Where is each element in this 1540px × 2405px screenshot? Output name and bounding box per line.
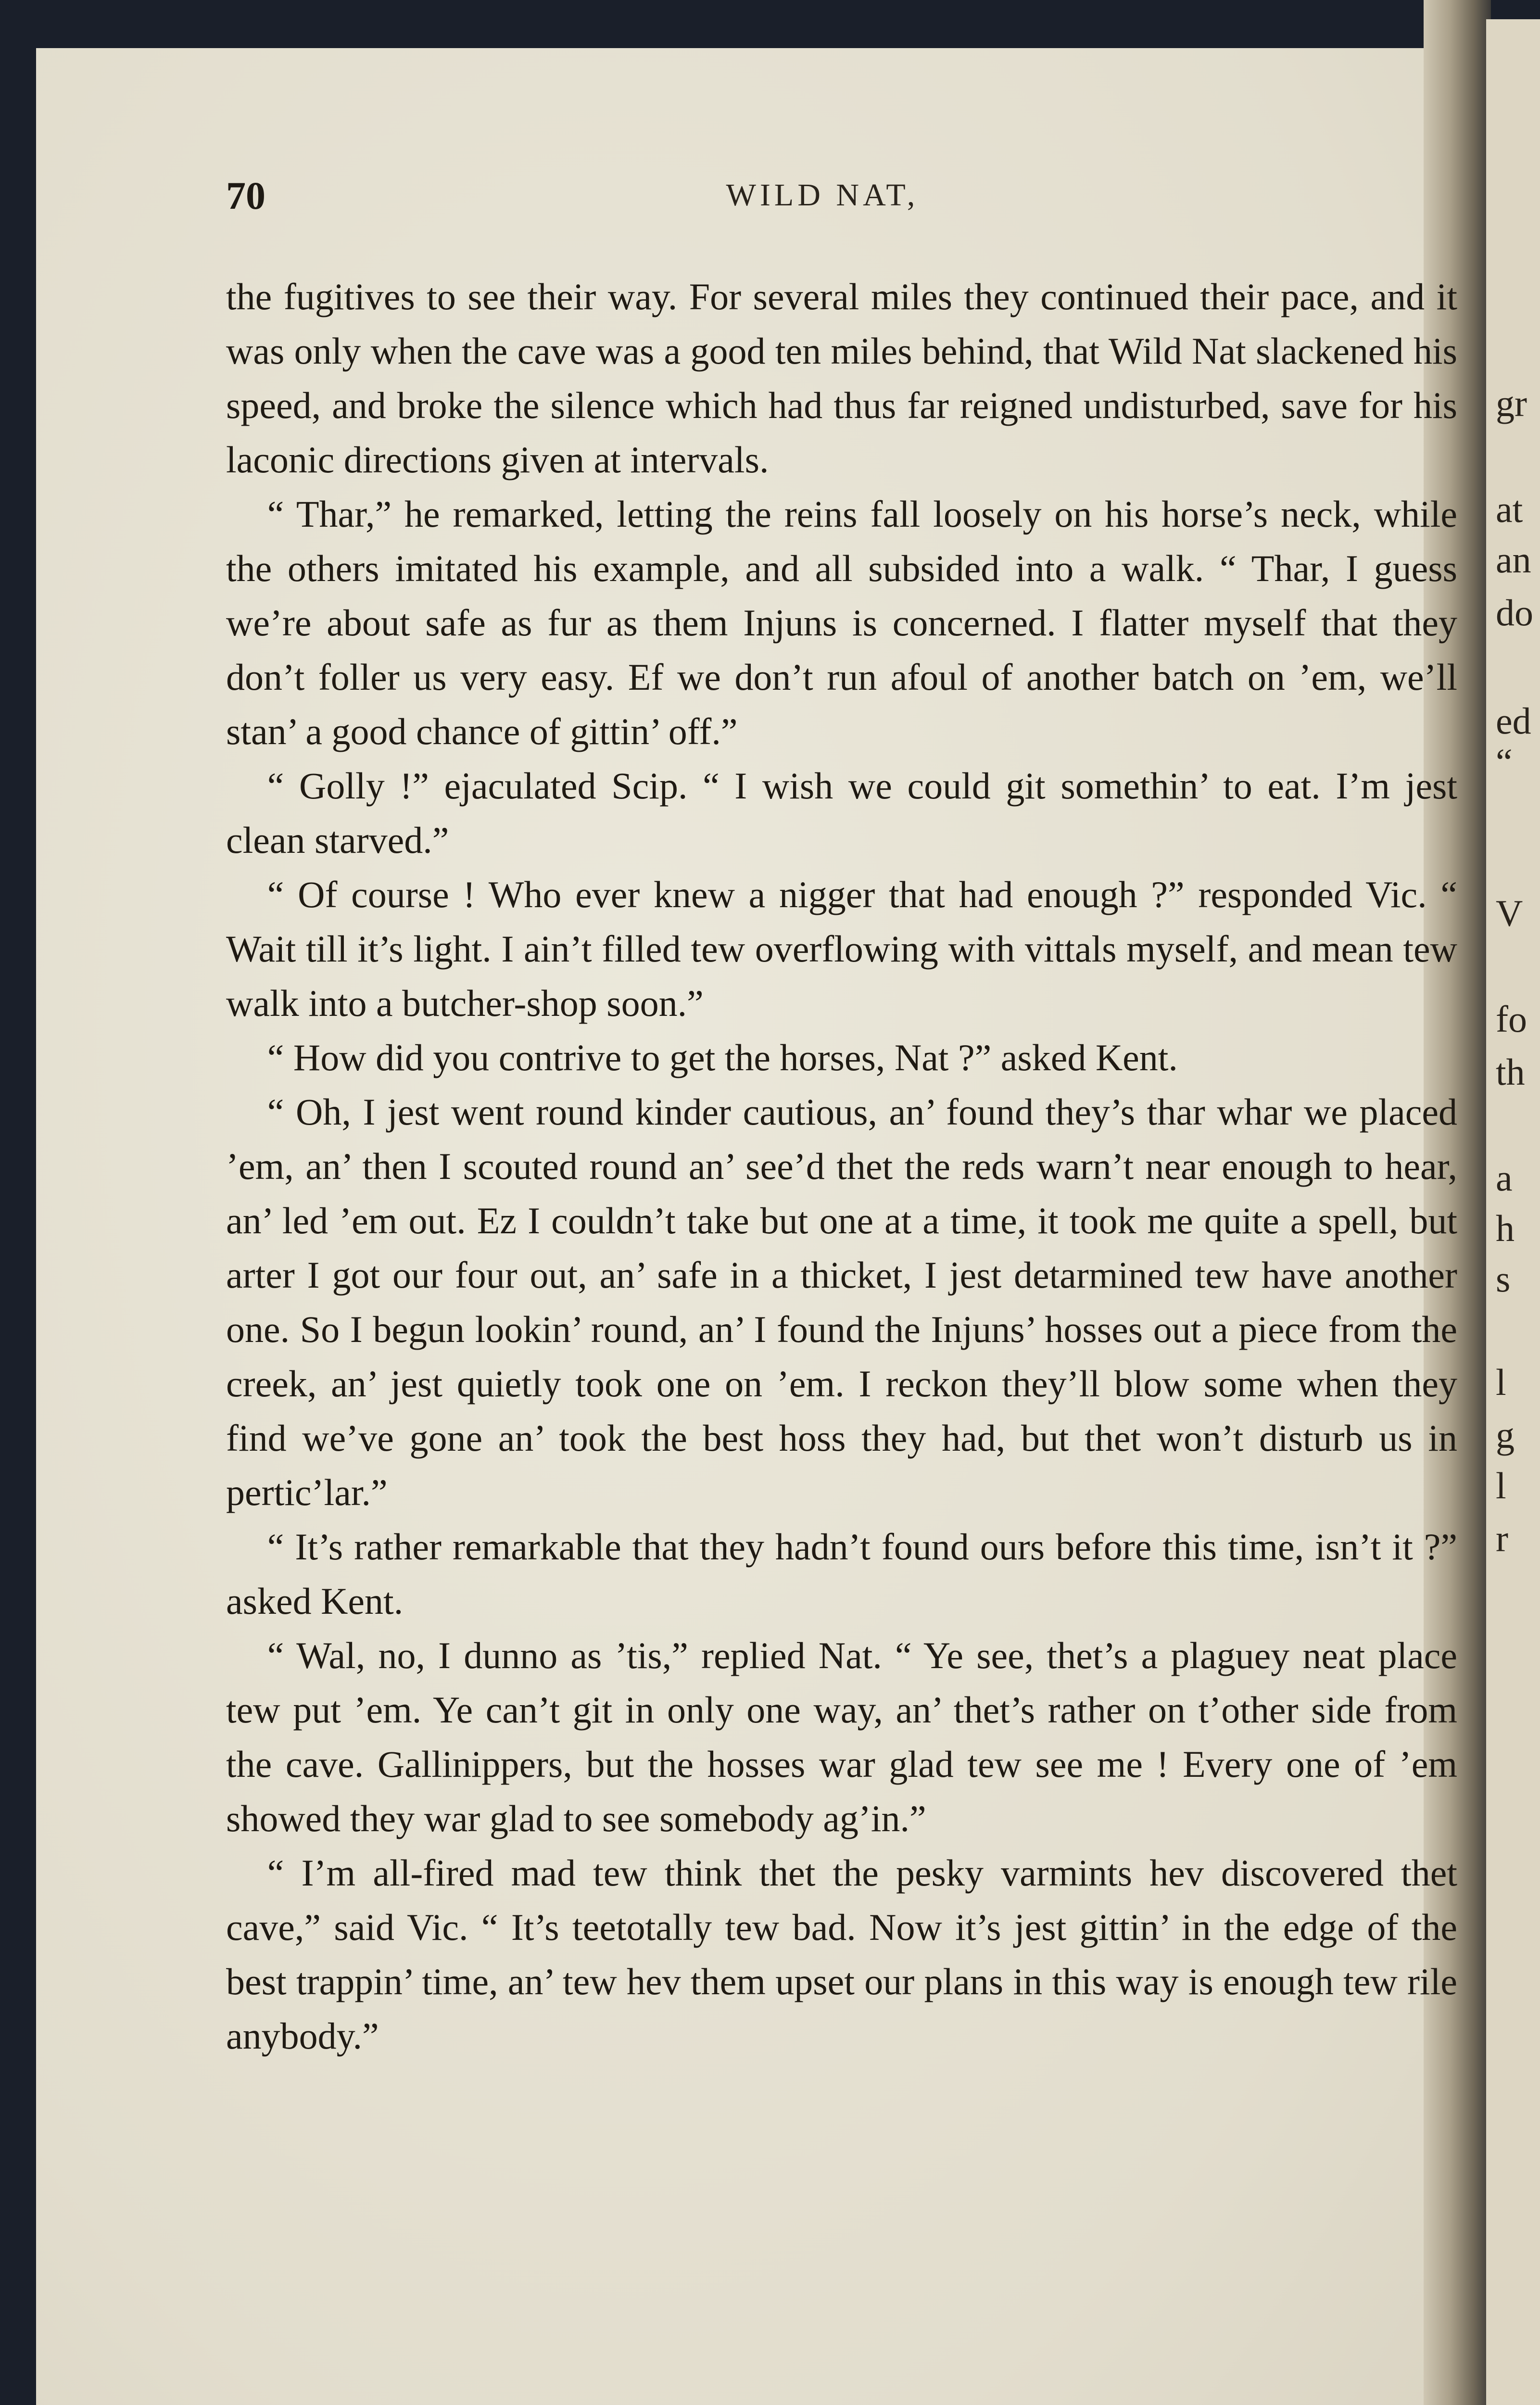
paragraph: “ Of course ! Who ever knew a nigger that had enough ?” responded Vic. “ Wait till it’s light. I ain’t filled tew overflowing with vittals myself, and mean tew walk into a butcher-shop soon.” [226, 873, 1457, 1024]
facing-page-edge [1486, 19, 1540, 2405]
facing-fragment: a [1496, 1157, 1513, 1199]
paragraph: the fugitives to see their way. For several miles they continued their pace, and it was only when the cave was a good ten miles behind, that Wild Nat slackened his speed, and broke the silence which had thus far reigned undisturbed, save for his laconic directions given at intervals. [226, 276, 1457, 481]
running-head: WILD NAT, [726, 177, 919, 213]
paragraph: “ How did you contrive to get the horses, Nat ?” asked Kent. [267, 1037, 1178, 1078]
paragraph: “ I’m all-fired mad tew think thet the pesky varmints hev discovered thet cave,” said Vic. “ It’s teetotally tew bad. Now it’s jest gittin’ in the edge of the best trappin’ time, an’ tew hev them upset our plans in this way is enough tew rile anybody.” [226, 1852, 1457, 2057]
facing-fragment: l [1496, 1361, 1506, 1403]
facing-fragment: gr [1496, 382, 1527, 424]
paragraph: “ It’s rather remarkable that they hadn’t found ours before this time, isn’t it ?” asked Kent. [226, 1526, 1457, 1622]
facing-fragment: an [1496, 539, 1531, 581]
facing-fragment: fo [1496, 998, 1527, 1040]
facing-fragment: s [1496, 1258, 1511, 1300]
facing-fragment: at [1496, 488, 1523, 530]
facing-fragment: g [1496, 1414, 1515, 1456]
page-header [226, 173, 1452, 231]
facing-fragment: “ [1496, 741, 1513, 783]
facing-fragment: do [1496, 592, 1533, 633]
paragraph: “ Golly !” ejaculated Scip. “ I wish we could git somethin’ to eat. I’m jest clean starved.” [226, 765, 1457, 861]
paragraph: “ Wal, no, I dunno as ’tis,” replied Nat. “ Ye see, thet’s a plaguey neat place tew put ’em. Ye can’t git in only one way, an’ thet’s rather on t’other side from the cave. Gallinippers, but the hosses war glad tew see me ! Every one of ’em showed they war glad to see somebody ag’in.” [226, 1634, 1457, 1839]
paragraph: “ Oh, I jest went round kinder cautious, an’ found they’s thar whar we placed ’em, an’ then I scouted round an’ see’d thet the reds warn’t near enough to hear, an’ led ’em out. Ez I couldn’t take but one at a time, it took me quite a spell, but arter I got our four out, an’ safe in a thicket, I jest detarmined tew have another one. So I begun lookin’ round, an’ I found the Injuns’ hosses out a piece from the creek, an’ jest quietly took one on ’em. I reckon they’ll blow some when they find we’ve gone an’ took the best hoss they had, but thet won’t disturb us in pertic’lar.” [226, 1091, 1457, 1513]
facing-fragment: l [1496, 1465, 1506, 1506]
paragraph: “ Thar,” he remarked, letting the reins fall loosely on his horse’s neck, while the others imitated his example, and all subsided into a walk. “ Thar, I guess we’re about safe as fur as them Injuns is concerned. I flatter myself that they don’t foller us very easy. Ef we don’t run afoul of another batch on ’em, we’ll stan’ a good chance of gittin’ off.” [226, 493, 1457, 752]
facing-fragment: h [1496, 1207, 1515, 1249]
facing-fragment: th [1496, 1051, 1525, 1093]
facing-fragment: V [1496, 892, 1523, 934]
facing-fragment: ed [1496, 700, 1531, 742]
facing-fragment: r [1496, 1518, 1508, 1559]
page-body [226, 269, 1457, 2063]
page-number: 70 [226, 174, 265, 217]
